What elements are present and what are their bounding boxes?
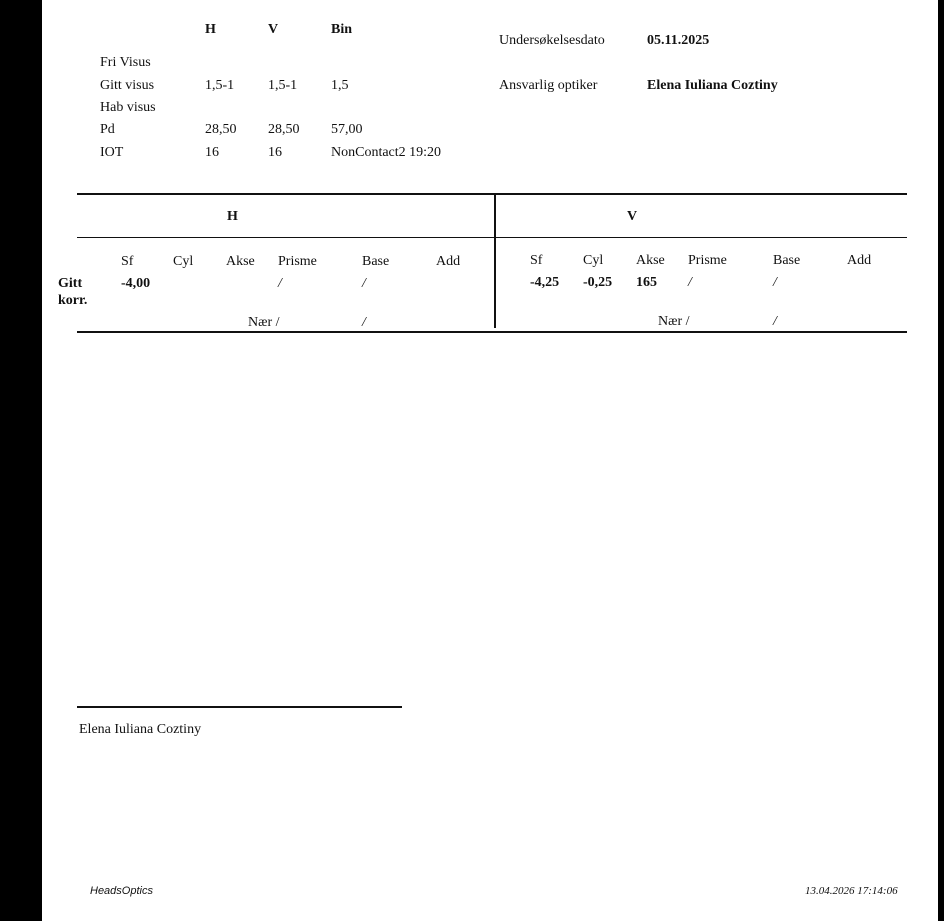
footer-timestamp: 13.04.2026 17:14:06	[805, 885, 898, 897]
left-prisme-value: /	[688, 275, 692, 290]
iot-v-value: 16	[268, 145, 282, 160]
col-header-akse: Akse	[226, 254, 255, 269]
col-header-base: Base	[773, 253, 801, 268]
pd-h-value: 28,50	[205, 122, 237, 137]
right-near-label: Nær /	[248, 315, 280, 330]
visus-header-bin: Bin	[331, 22, 353, 37]
right-near-base: /	[362, 315, 366, 330]
left-sf-value: -4,25	[530, 275, 560, 290]
visus-header-v: V	[268, 22, 279, 37]
visus-row-label: Pd	[100, 122, 115, 137]
col-header-prisme: Prisme	[278, 254, 317, 269]
visus-row-label: IOT	[100, 145, 124, 160]
left-near-base: /	[773, 314, 777, 329]
right-base-value: /	[362, 276, 366, 291]
col-header-prisme: Prisme	[688, 253, 727, 268]
right-eye-header: H	[227, 209, 238, 224]
exam-date-value: 05.11.2025	[647, 33, 710, 48]
table-divider	[494, 193, 496, 328]
optician-label: Ansvarlig optiker	[499, 78, 598, 93]
left-akse-value: 165	[636, 275, 657, 290]
row-label-gitt: Gitt	[58, 276, 83, 291]
iot-h-value: 16	[205, 145, 219, 160]
row-label-korr: korr.	[58, 293, 88, 308]
signature-name: Elena Iuliana Coztiny	[79, 722, 202, 737]
col-header-base: Base	[362, 254, 390, 269]
visus-row-label: Fri Visus	[100, 55, 151, 70]
visus-bin-value: 1,5	[331, 78, 349, 93]
right-prisme-value: /	[278, 276, 282, 291]
col-header-akse: Akse	[636, 253, 665, 268]
right-sf-value: -4,00	[121, 276, 151, 291]
pd-bin-value: 57,00	[331, 122, 363, 137]
table-top-rule	[77, 193, 907, 195]
iot-bin-value: NonContact2 19:20	[331, 145, 442, 160]
left-cyl-value: -0,25	[583, 275, 613, 290]
visus-row-label: Hab visus	[100, 100, 156, 115]
document-page	[42, 0, 938, 921]
left-base-value: /	[773, 275, 777, 290]
col-header-cyl: Cyl	[583, 253, 604, 268]
optician-value: Elena Iuliana Coztiny	[647, 78, 778, 93]
col-header-add: Add	[436, 254, 461, 269]
left-eye-header: V	[627, 209, 638, 224]
col-header-sf: Sf	[530, 253, 543, 268]
pd-v-value: 28,50	[268, 122, 300, 137]
exam-date-label: Undersøkelsesdato	[499, 33, 605, 48]
visus-row-label: Gitt visus	[100, 78, 155, 93]
col-header-add: Add	[847, 253, 872, 268]
visus-header-h: H	[205, 22, 216, 37]
table-bottom-rule	[77, 331, 907, 333]
visus-v-value: 1,5-1	[268, 78, 298, 93]
col-header-sf: Sf	[121, 254, 134, 269]
visus-h-value: 1,5-1	[205, 78, 235, 93]
left-near-label: Nær /	[658, 314, 690, 329]
signature-line	[77, 706, 402, 708]
col-header-cyl: Cyl	[173, 254, 194, 269]
footer-brand: HeadsOptics	[90, 885, 153, 897]
table-header-rule	[77, 237, 907, 238]
